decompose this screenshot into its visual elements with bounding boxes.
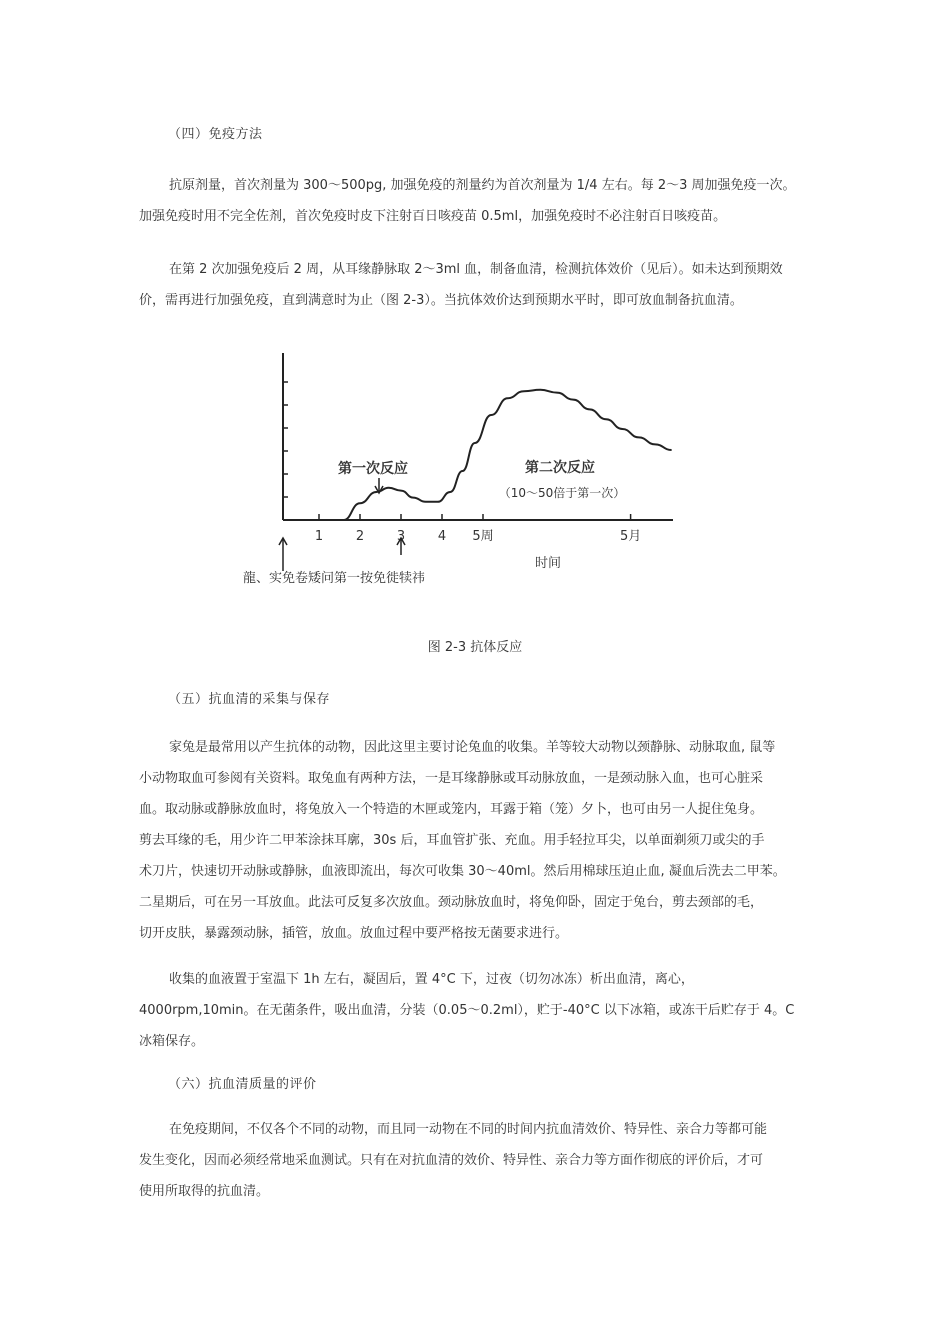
paragraph-evaluation <box>139 1114 813 1207</box>
paragraph-line: 价，需再进行加强免疫，直到满意时为止（图 2-3）。当抗体效价达到预期水平时，即可放血制备抗血清。 <box>139 293 743 308</box>
paragraph-line: 发生变化，因而必须经常地采血测试。只有在对抗血清的效价、特异性、亲合力等方面作彻底的评价后，才可 <box>139 1153 764 1168</box>
paragraph-line: 切开皮肤，暴露颈动脉，插管，放血。放血过程中要严格按无菌要求进行。 <box>139 926 569 941</box>
paragraph-line: 4000rpm,10min。在无菌条件，吸出血清，分装（0.05～0.2ml），贮于-40°C 以下冰箱，或冻干后贮存于 4。C <box>139 1003 795 1018</box>
paragraph-line: 收集的血液置于室温下 1h 左右，凝固后，置 4°C 下，过夜（切勿冰冻）析出血清，离心， <box>169 972 694 987</box>
paragraph-line: 家兔是最常用以产生抗体的动物，因此这里主要讨论兔血的收集。羊等较大动物以颈静脉、动脉取血, 鼠等 <box>169 740 776 755</box>
paragraph-booster <box>139 254 813 316</box>
paragraph-line: 加强免疫时用不完全佐剂，首次免疫时皮下注射百日咳疫苗 0.5ml，加强免疫时不必注射百日咳疫苗。 <box>139 209 727 224</box>
section-heading-evaluation: （六）抗血清质量的评价 <box>168 1077 317 1092</box>
x-tick-label: 4 <box>437 529 447 544</box>
paragraph-line: 术刀片，快速切开动脉或静脉，血液即流出，每次可收集 30～40ml。然后用棉球压迫止血, 凝血后洗去二甲苯。 <box>139 864 786 879</box>
antibody-response-curve <box>344 390 672 520</box>
x-tick-label: 5周 <box>472 529 494 544</box>
figure-caption: 图 2-3 抗体反应 <box>427 640 523 655</box>
paragraph-line: 二星期后，可在另一耳放血。此法可反复多次放血。颈动脉放血时，将兔仰卧，固定于兔台，剪去颈部的毛， <box>139 895 764 910</box>
paragraph-line: 剪去耳缘的毛，用少许二甲苯涂抹耳廓，30s 后，耳血管扩张、充血。用手轻拉耳尖，以单面剃须刀或尖的手 <box>139 833 765 848</box>
paragraph-line: 血。取动脉或静脉放血时，将兔放入一个特造的木匣或笼内，耳露于箱（笼）夕卜，也可由另一人捉住兔身。 <box>139 802 764 817</box>
section-heading-immunization: （四）免疫方法 <box>168 127 263 142</box>
annotation-second-response-ratio: （10～50倍于第一次） <box>498 486 626 500</box>
paragraph-line: 使用所取得的抗血清。 <box>139 1184 270 1199</box>
annotation-first-response: 第一次反应 <box>338 461 408 477</box>
figure-note: 龍、实免卷矮问第一按免徙犊祎 <box>243 571 426 586</box>
paragraph-line: 在第 2 次加强免疫后 2 周，从耳缘静脉取 2～3ml 血，制备血清，检测抗体效价（见后）。如未达到预期效 <box>169 262 783 277</box>
paragraph-line: 冰箱保存。 <box>139 1034 205 1049</box>
x-tick-label: 2 <box>355 529 365 544</box>
paragraph-serum-storage <box>139 964 813 1057</box>
paragraph-line: 抗原剂量，首次剂量为 300～500pg, 加强免疫的剂量约为首次剂量为 1/4 左右。每 2～3 周加强免疫一次。 <box>169 178 796 193</box>
paragraph-dosage <box>139 170 813 232</box>
x-tick-label: 1 <box>314 529 324 544</box>
annotation-second-response: 第二次反应 <box>525 460 595 476</box>
antibody-response-chart <box>258 345 688 590</box>
paragraph-line: 在免疫期间，不仅各个不同的动物，而且同一动物在不同的时间内抗血清效价、特异性、亲合力等都可能 <box>169 1122 768 1137</box>
paragraph-blood-collection <box>139 732 813 949</box>
paragraph-line: 小动物取血可参阅有关资料。取兔血有两种方法，一是耳缘静脉或耳动脉放血，一是颈动脉入血，也可心脏采 <box>139 771 764 786</box>
x-tick-label: 5月 <box>619 529 642 544</box>
antibody-response-figure <box>258 345 688 590</box>
x-axis-label: 时间 <box>534 556 562 571</box>
x-tick-label: 3 <box>396 529 406 544</box>
section-heading-collection: （五）抗血清的采集与保存 <box>168 692 331 707</box>
